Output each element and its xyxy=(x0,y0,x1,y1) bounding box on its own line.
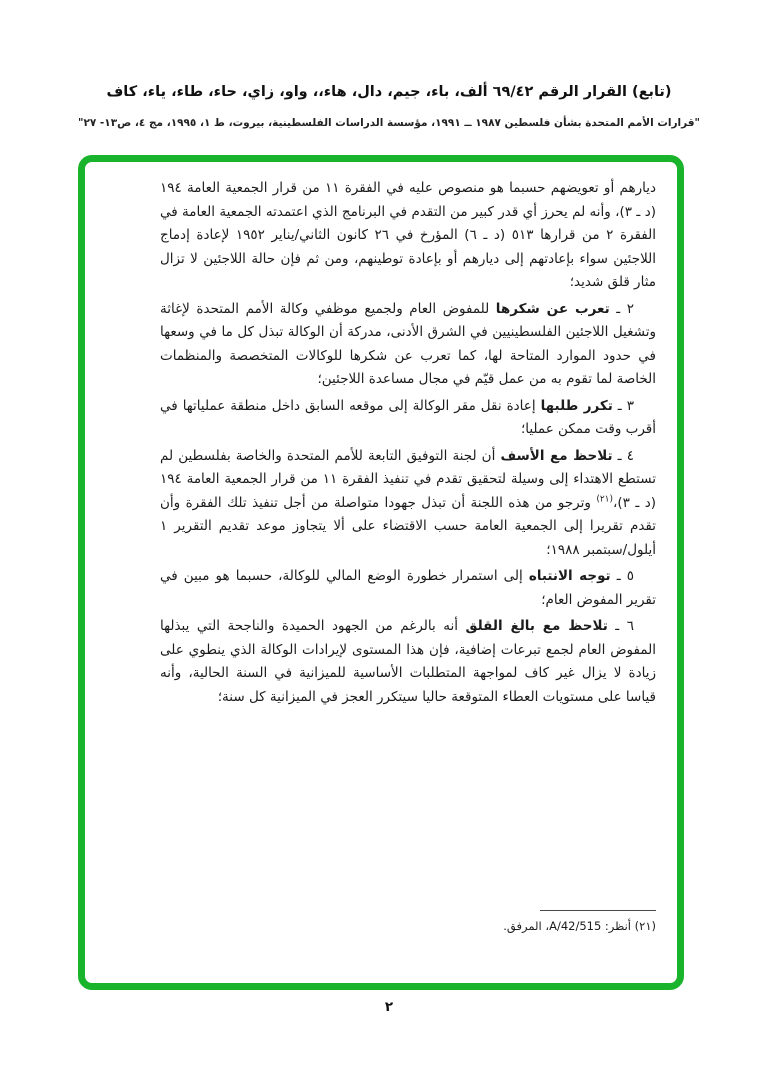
paragraph-text: ديارهم أو تعويضهم حسبما هو منصوص عليه في الفقرة ١١ من قرار الجمعية العامة ١٩٤ (د ـ ٣)، وأنه لم يحرز أي قدر كبير من التقدم في البرنامج الذي اعتمدته الجمعية العامة في الفقرة ٢ من قرارها ٥١٣ (د ـ ٦) المؤرخ في ٢٦ كانون الثاني/يناير ١٩٥٢ لإعادة إدماج اللاجئين سواء بإعادتهم إلى ديارهم أو بإعادة توطينهم، ومن ثم فإن حالة اللاجئين لا تزال مثار قلق شديد؛ xyxy=(160,180,656,290)
paragraph-bold-phrase: توجه الانتباه xyxy=(528,568,611,584)
paragraph-text: إلى استمرار خطورة الوضع المالي للوكالة، حسبما هو مبين في تقرير المفوض العام؛ xyxy=(160,568,656,608)
resolution-body-text xyxy=(160,177,656,709)
paragraph-bold-phrase: تلاحظ مع بالغ القلق xyxy=(465,618,608,634)
footnote-divider xyxy=(540,910,656,911)
paragraph-text: وترجو من هذه اللجنة أن تبذل جهودا متواصلة من أجل تنفيذ تلك الفقرة وأن تقدم تقريرا إلى الجمعية العامة حسب الاقتضاء على ألا يتجاوز موعد تقديم التقرير ١ أيلول/سبتمبر ١٩٨٨؛ xyxy=(160,494,656,558)
page-number: ٢ xyxy=(384,999,394,1015)
footnote-area xyxy=(160,910,656,933)
paragraph-text: أنه بالرغم من الجهود الحميدة والناجحة التي يبذلها المفوض العام لجمع تبرعات إضافية، فإن هذا المستوى لإيرادات الوكالة الذي ينطوي على زيادة لا يزال غير كاف لمواجهة المتطلبات الأساسية للميزانية في السنة الحالية، وأنه قياسا على مستويات العطاء المتوقعة حاليا سيتكرر العجز في الميزانية كل سنة؛ xyxy=(160,618,656,705)
paragraph-lead: ٥ ـ xyxy=(610,568,634,584)
footnote: (٢١) أنظر: A/42/515، المرفق. xyxy=(503,919,656,933)
paragraph-text: إعادة نقل مقر الوكالة إلى موقعه السابق داخل منطقة عملياتها في أقرب وقت ممكن عمليا؛ xyxy=(160,397,656,437)
paragraph-lead: ٦ ـ xyxy=(607,618,634,634)
paragraph-lead: ٤ ـ xyxy=(612,447,634,464)
paragraph-text: للمفوض العام ولجميع موظفي وكالة الأمم المتحدة لإغاثة وتشغيل اللاجئين الفلسطينيين في الشرق الأدنى، مدركة أن الوكالة تبذل كل ما في وسعها في حدود الموارد المتاحة لها، كما تعرب عن شكرها للوكالات المتخصصة والمنظمات الخاصة لما تقوم به من عمل قيّم في مجال مساعدة اللاجئين؛ xyxy=(160,300,656,387)
paragraph-text: أن لجنة التوفيق التابعة للأمم المتحدة والخاصة بفلسطين لم تستطع الاهتداء إلى وسيلة لتحقيق تقدم في تنفيذ الفقرة ١١ من قرار الجمعية العامة ١٩٤ (د ـ ٣)، xyxy=(160,447,656,511)
paragraph-bold-phrase: تلاحظ مع الأسف xyxy=(500,447,613,464)
footnote-reference: (٢١) xyxy=(596,494,614,504)
page-content-area xyxy=(85,162,677,983)
resolution-continuation-title: (تابع) القرار الرقم ٦٩/٤٢ ألف، باء، جيم، دال، هاء،، واو، زاي، حاء، طاء، ياء، كاف xyxy=(106,84,672,100)
green-frame-border xyxy=(78,155,684,990)
source-citation-line: "قرارات الأمم المتحدة بشأن فلسطين ١٩٨٧ ــ ١٩٩١، مؤسسة الدراسات الفلسطينية، بيروت، ط ١، ١٩٩٥، مج ٤، ص١٣- ٢٧" xyxy=(77,117,701,129)
paragraph-3 xyxy=(160,395,656,442)
paragraph-5 xyxy=(160,565,656,612)
paragraph-4 xyxy=(160,445,656,563)
paragraph-6 xyxy=(160,615,656,709)
paragraph-2 xyxy=(160,298,656,392)
paragraph-lead: ٣ ـ xyxy=(612,397,634,414)
paragraph-bold-phrase: تكرر طلبها xyxy=(540,397,613,414)
paragraph-continuation xyxy=(160,177,656,295)
paragraph-lead: ٢ ـ xyxy=(609,300,634,317)
paragraph-bold-phrase: تعرب عن شكرها xyxy=(495,300,610,317)
